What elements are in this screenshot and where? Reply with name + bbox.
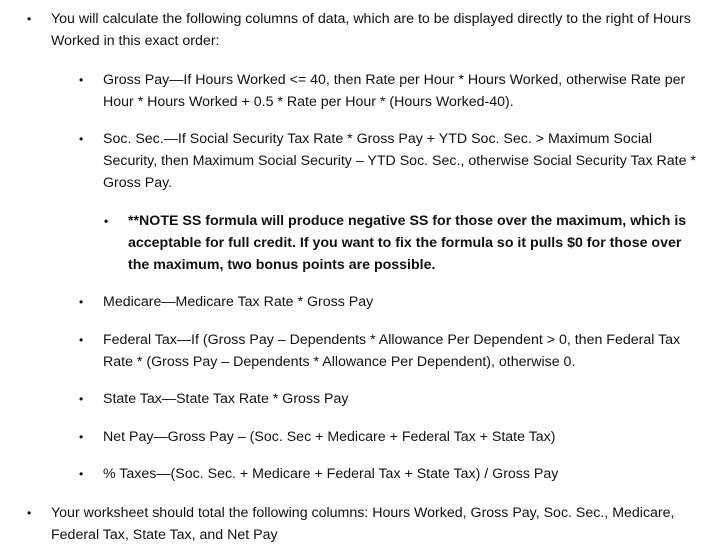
bullet-text: Soc. Sec.—If Social Security Tax Rate * Gross Pay + YTD Soc. Sec. > Maximum Social Security, then Maximum Social Security – YTD Soc. Sec., otherwise Social Security Tax Rate * Gross Pay. — [103, 131, 696, 191]
bullet-marker: • — [79, 430, 84, 444]
bullet-item-gross-pay — [79, 69, 701, 113]
bullet-marker: • — [79, 467, 84, 481]
bullet-text: % Taxes—(Soc. Sec. + Medicare + Federal Tax + State Tax) / Gross Pay — [103, 466, 559, 482]
bullet-text: **NOTE SS formula will produce negative SS for those over the maximum, which is acceptable for full credit. If you want to fix the formula so it pulls $0 for those over the maximum, two bonus points are possible. — [128, 213, 687, 273]
bullet-item-soc-sec — [79, 128, 701, 194]
bullet-marker: • — [79, 392, 84, 406]
bullet-item-ss-note — [104, 210, 688, 276]
bullet-text: Your worksheet should total the following columns: Hours Worked, Gross Pay, Soc. Sec., Medicare, Federal Tax, State Tax, and Net Pay — [51, 505, 675, 543]
bullet-item-net-pay — [79, 426, 701, 448]
bullet-marker: • — [79, 333, 84, 347]
bullet-marker: • — [79, 295, 84, 309]
bullet-text: You will calculate the following columns of data, which are to be displayed directly to the right of Hours Worked in this exact order: — [51, 11, 691, 49]
bullet-text: Federal Tax—If (Gross Pay – Dependents * Allowance Per Dependent > 0, then Federal Tax Rate * (Gross Pay – Dependents * Allowance Per Dependent), otherwise 0. — [103, 332, 681, 370]
bullet-marker: • — [27, 12, 32, 26]
bullet-marker: • — [104, 214, 109, 228]
bullet-item-medicare — [79, 291, 701, 313]
bullet-item-totals — [27, 502, 701, 546]
bullet-text: Medicare—Medicare Tax Rate * Gross Pay — [103, 294, 374, 310]
bullet-marker: • — [79, 132, 84, 146]
bullet-text: Net Pay—Gross Pay – (Soc. Sec + Medicare + Federal Tax + State Tax) — [103, 429, 556, 445]
bullet-item-pct-taxes — [79, 463, 701, 485]
bullet-text: State Tax—State Tax Rate * Gross Pay — [103, 391, 349, 407]
bullet-text: Gross Pay—If Hours Worked <= 40, then Rate per Hour * Hours Worked, otherwise Rate per Hour * Hours Worked + 0.5 * Rate per Hour * (Hours Worked-40). — [103, 72, 686, 110]
bullet-marker: • — [79, 73, 84, 87]
bullet-marker: • — [27, 506, 32, 520]
bullet-item-federal-tax — [79, 329, 701, 373]
bullet-item-state-tax — [79, 388, 701, 410]
bullet-item-columns-intro — [27, 8, 701, 52]
